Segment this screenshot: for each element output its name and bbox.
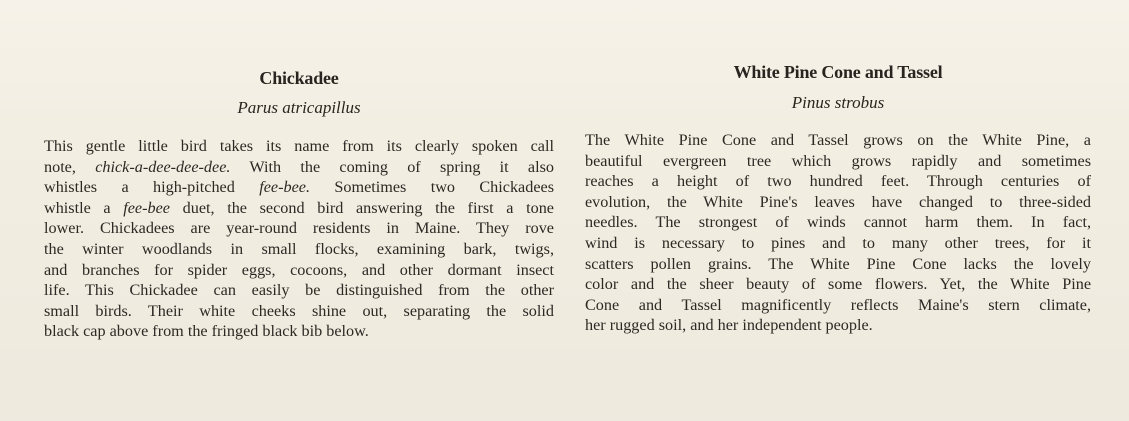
text-line: The White Pine Cone and Tassel grows on the White Pine, a: [585, 131, 1091, 149]
text-line: Cone and Tassel magnificently reflects Maine's stern climate,: [585, 295, 1091, 314]
italic-term: fee-bee.: [259, 178, 310, 197]
chickadee-latin-name: Parus atricapillus: [237, 98, 361, 117]
text-line: lower. Chickadees are year-round residents in Maine. They rove: [44, 219, 554, 238]
italic-term: fee-bee: [123, 198, 170, 217]
text-line: wind is necessary to pines and to many other trees, for it: [585, 233, 1091, 252]
white-pine-title: White Pine Cone and Tassel: [733, 62, 943, 82]
chickadee-body: [44, 136, 554, 342]
text-line: whistle a fee-bee duet, the second bird answering the first a tone: [44, 198, 554, 217]
text-line: beautiful evergreen tree which grows rapidly and sometimes: [585, 151, 1091, 170]
text-line: reaches a height of two hundred feet. Through centuries of: [585, 172, 1091, 191]
text-line: her rugged soil, and her independent people.: [585, 316, 873, 335]
text-line: scatters pollen grains. The White Pine Cone lacks the lovely: [585, 254, 1091, 273]
text-line: and branches for spider eggs, cocoons, and other dormant insect: [44, 260, 554, 279]
chickadee-title: Chickadee: [259, 68, 339, 88]
text-line: black cap above from the fringed black bib below.: [44, 322, 369, 341]
italic-term: chick-a-dee-dee-dee.: [95, 157, 231, 176]
text-line: the winter woodlands in small flocks, examining bark, twigs,: [44, 239, 554, 258]
text-line: note, chick-a-dee-dee-dee. With the coming of spring it also: [44, 157, 555, 176]
text-line: whistles a high-pitched fee-bee. Sometimes two Chickadees: [44, 178, 554, 197]
white-pine-body: [585, 130, 1091, 336]
text-line: needles. The strongest of winds cannot harm them. In fact,: [585, 213, 1091, 232]
text-line: evolution, the White Pine's leaves have changed to three-sided: [585, 192, 1091, 211]
text-line: color and the sheer beauty of some flowers. Yet, the White Pine: [585, 275, 1091, 294]
text-line: This gentle little bird takes its name from its clearly spoken call: [44, 137, 554, 155]
text-line: small birds. Their white cheeks shine out, separating the solid: [44, 301, 554, 320]
text-line: life. This Chickadee can easily be distinguished from the other: [44, 281, 554, 300]
white-pine-latin-name: Pinus strobus: [791, 93, 885, 112]
